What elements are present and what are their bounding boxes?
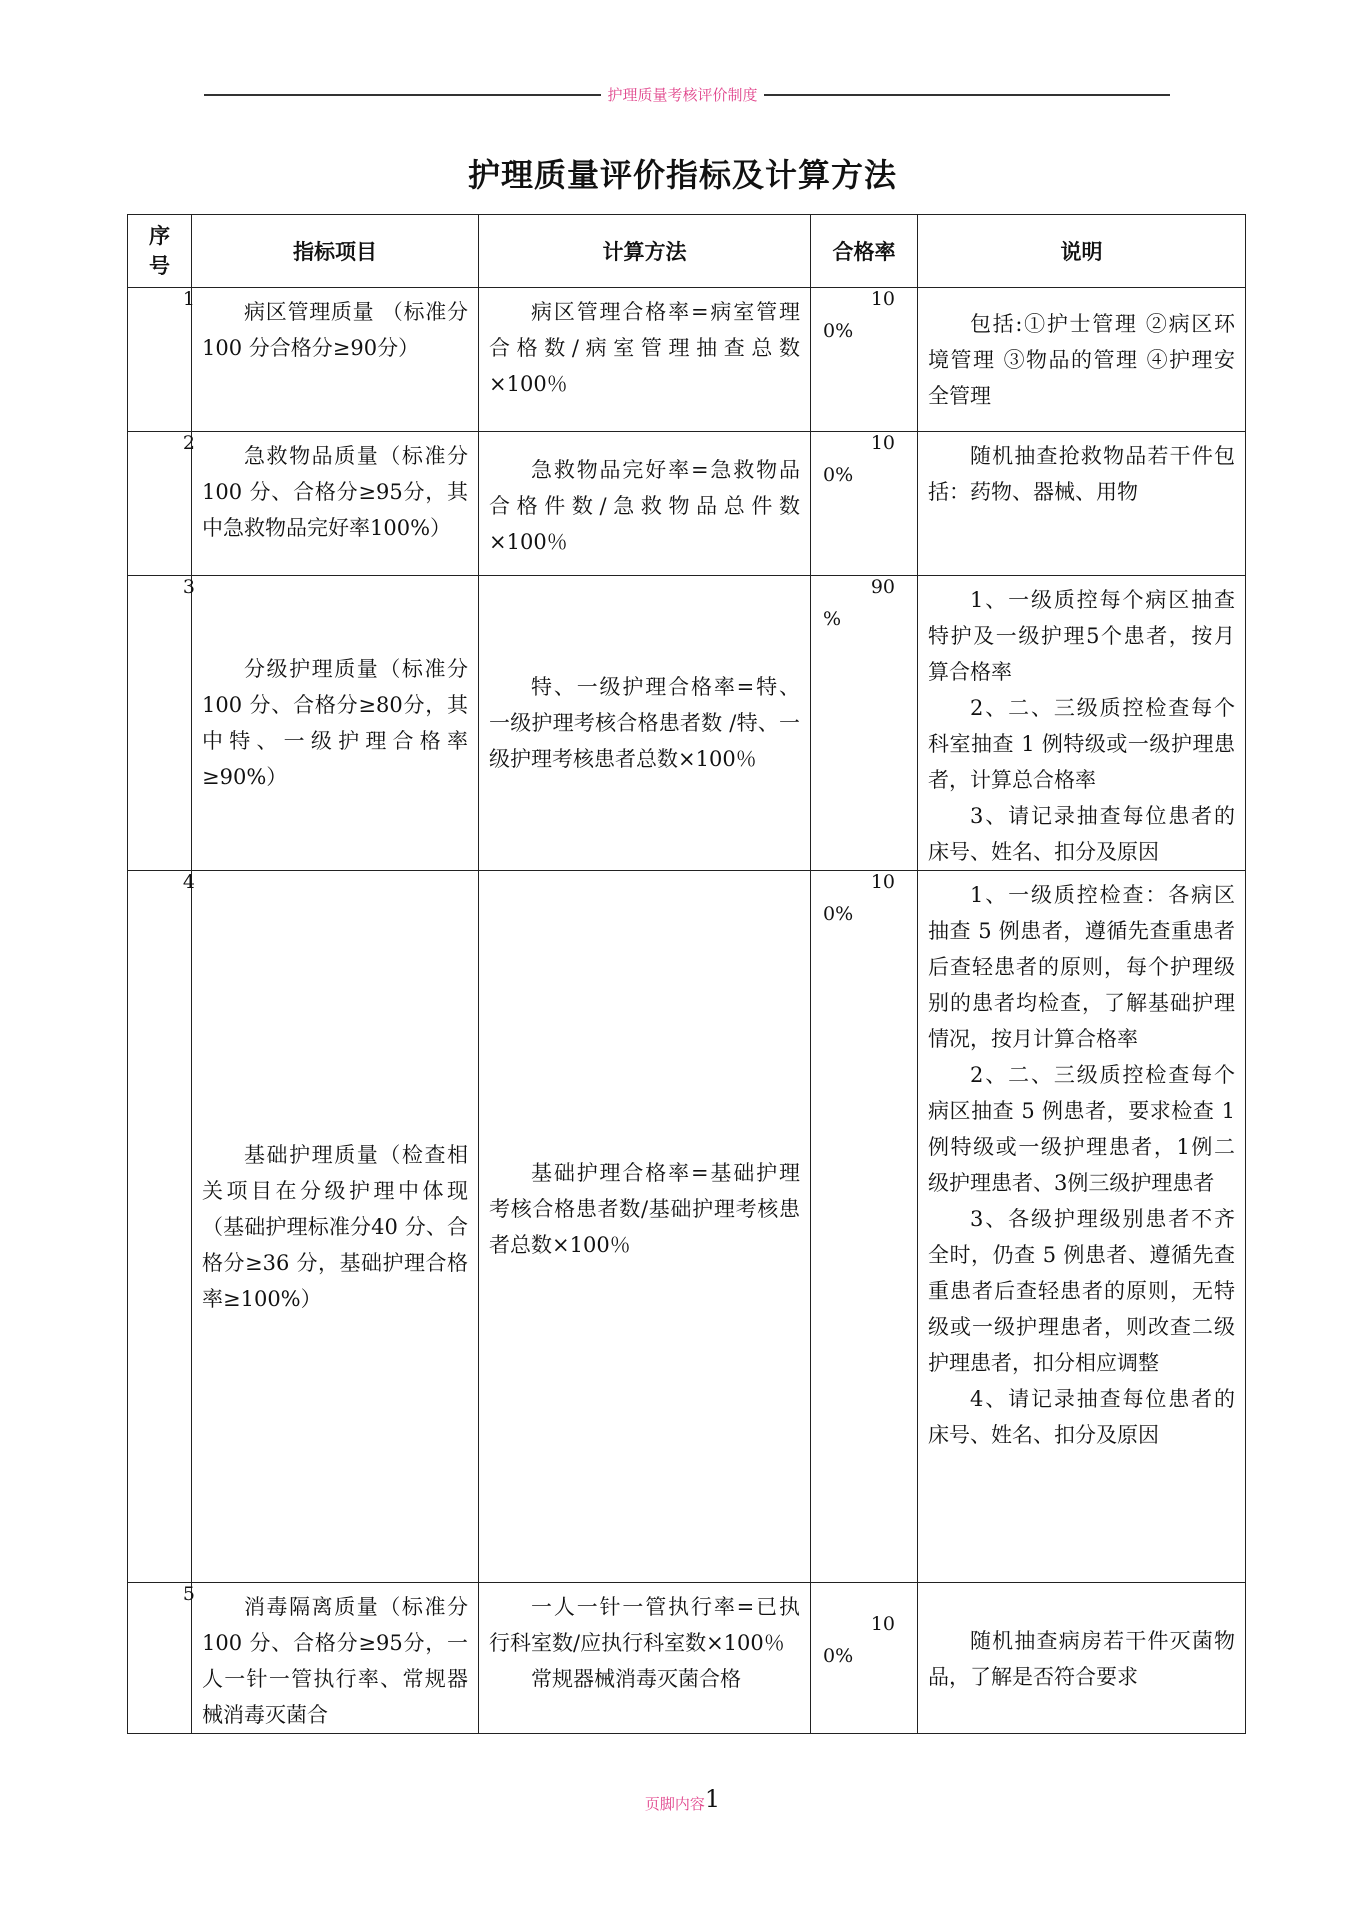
row-seq: 3 — [128, 576, 192, 871]
page-footer — [0, 1785, 1365, 1814]
table-row — [128, 576, 1246, 871]
row-item: 消毒隔离质量（标准分 100 分、合格分≥95分，一人一针一管执行率、常规器械消毒灭菌合 — [192, 1583, 479, 1734]
page-number: 1 — [704, 1785, 721, 1813]
row-method: 基础护理合格率=基础护理考核合格患者数/基础护理考核患者总数×100％ — [479, 871, 811, 1583]
row-rate: 10 0% — [811, 432, 918, 576]
col-header-notes: 说明 — [918, 215, 1246, 288]
row-item: 分级护理质量（标准分 100 分、合格分≥80分，其中特、一级护理合格率≥90%） — [192, 576, 479, 871]
row-item: 基础护理质量（检查相关项目在分级护理中体现 （基础护理标准分40 分、合格分≥36 分，基础护理合格率≥100%） — [192, 871, 479, 1583]
row-notes: 随机抽查病房若干件灭菌物品，了解是否符合要求 — [918, 1583, 1246, 1734]
row-item: 病区管理质量 （标准分 100 分合格分≥90分） — [192, 288, 479, 432]
row-notes: 随机抽查抢救物品若干件包括：药物、器械、用物 — [918, 432, 1246, 576]
indicator-table — [127, 214, 1246, 1734]
row-method: 一人一针一管执行率=已执行科室数/应执行科室数×100％ 常规器械消毒灭菌合格 — [479, 1583, 811, 1734]
col-header-seq: 序号 — [128, 215, 192, 288]
col-header-item: 指标项目 — [192, 215, 479, 288]
row-rate: 90 % — [811, 576, 918, 871]
row-notes: 1、一级质控每个病区抽查特护及一级护理5个患者，按月算合格率 2、二、三级质控检查每个科室抽查 1 例特级或一级护理患者，计算总合格率 3、请记录抽查每位患者的床号、姓名、扣分及原因 — [918, 576, 1246, 871]
row-method: 病区管理合格率=病室管理合格数/病室管理抽查总数×100％ — [479, 288, 811, 432]
table-row — [128, 432, 1246, 576]
page-title: 护理质量评价指标及计算方法 — [467, 156, 897, 194]
col-header-rate: 合格率 — [811, 215, 918, 288]
row-seq: 4 — [128, 871, 192, 1583]
row-rate: 10 0% — [811, 1583, 918, 1734]
row-seq: 5 — [128, 1583, 192, 1734]
table-header-row — [128, 215, 1246, 288]
row-method: 急救物品完好率=急救物品合格件数/急救物品总件数×100％ — [479, 432, 811, 576]
row-seq: 2 — [128, 432, 192, 576]
row-notes: 包括:①护士管理 ②病区环境管理 ③物品的管理 ④护理安全管理 — [918, 288, 1246, 432]
row-rate: 10 0% — [811, 871, 918, 1583]
row-seq: 1 — [128, 288, 192, 432]
table-row — [128, 288, 1246, 432]
page-header: 护理质量考核评价制度 — [0, 84, 1365, 105]
table-row — [128, 871, 1246, 1583]
table-row — [128, 1583, 1246, 1734]
footer-text: 页脚内容 — [644, 1795, 705, 1813]
row-item: 急救物品质量（标准分 100 分、合格分≥95分，其中急救物品完好率100%） — [192, 432, 479, 576]
row-rate: 10 0% — [811, 288, 918, 432]
row-method: 特、一级护理合格率=特、一级护理考核合格患者数 /特、一级护理考核患者总数×100％ — [479, 576, 811, 871]
row-notes: 1、一级质控检查：各病区抽查 5 例患者，遵循先查重患者后查轻患者的原则，每个护理级别的患者均检查，了解基础护理情况，按月计算合格率 2、二、三级质控检查每个病区抽查 5 例患者，要求检查 1 例特级或一级护理患者，1例二级护理患者、3例三级护理患者 3、各级护理级别患者不齐全时，仍查 5 例患者、遵循先查重患者后查轻患者的原则，无特级或一级护理患者，则改查二级护理患者，扣分相应调整 4、请记录抽查每位患者的床号、姓名、扣分及原因 — [918, 871, 1246, 1583]
col-header-method: 计算方法 — [479, 215, 811, 288]
